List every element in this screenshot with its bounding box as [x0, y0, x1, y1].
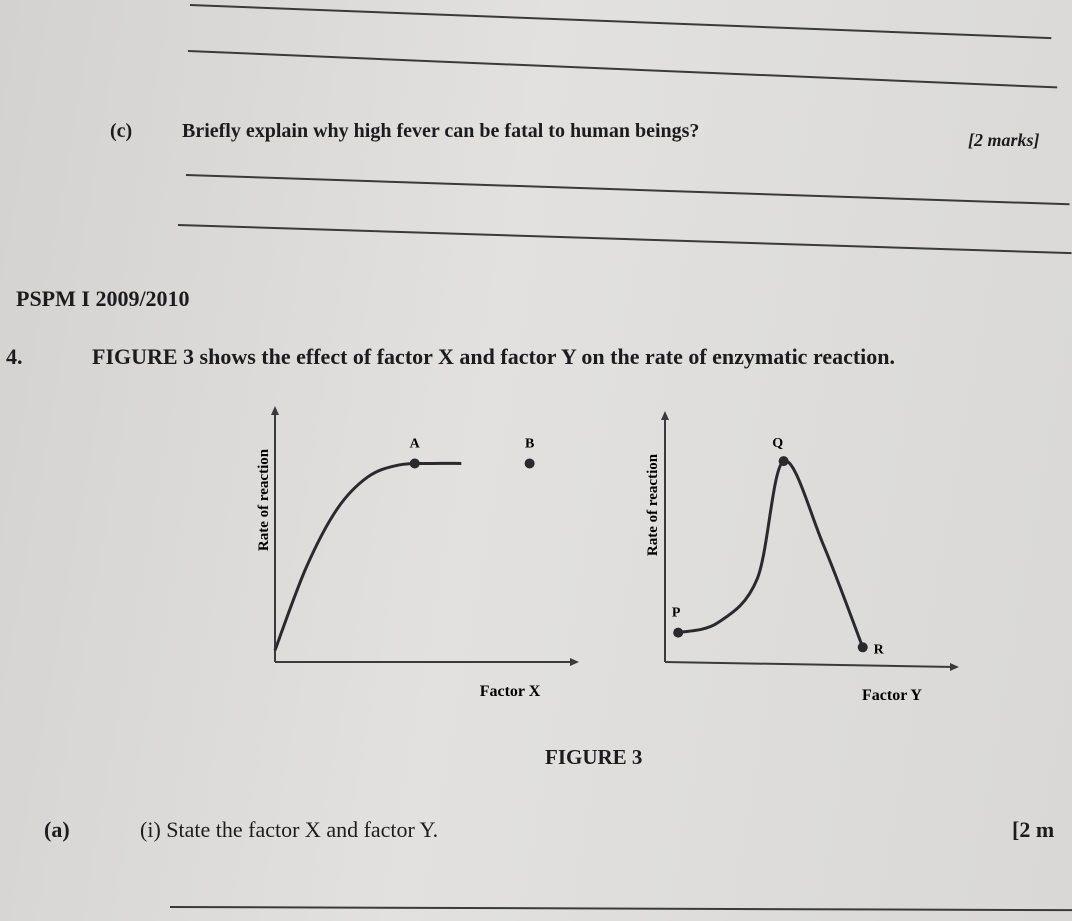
x-axis: [665, 662, 955, 667]
answer-line: [178, 224, 1072, 254]
point-r-marker: [858, 642, 868, 652]
point-p-marker: [673, 628, 683, 638]
question-4-number: 4.: [6, 344, 23, 369]
x-axis-label: Factor Y: [862, 687, 922, 704]
chart-factor-y: [630, 405, 970, 715]
question-a-subpart: (i) State the factor X and factor Y.: [140, 817, 439, 842]
point-q-label: Q: [772, 436, 784, 452]
point-a-label: A: [409, 436, 420, 452]
question-c-marks: [2 marks]: [968, 130, 1040, 150]
answer-line: [190, 4, 1051, 39]
series-line: [275, 463, 461, 650]
point-b-marker: [525, 458, 535, 468]
point-q-marker: [779, 456, 789, 466]
question-4-text: FIGURE 3 shows the effect of factor X and factor Y on the rate of enzymatic reaction.: [92, 344, 896, 369]
answer-line: [170, 906, 1072, 911]
point-r-label: R: [873, 642, 884, 658]
series-line: [678, 461, 863, 648]
y-axis-label: Rate of reaction: [256, 448, 272, 552]
x-axis-label: Factor X: [479, 683, 541, 700]
y-axis-arrow-icon: [661, 411, 669, 420]
answer-line: [186, 174, 1070, 205]
section-header: PSPM I 2009/2010: [16, 286, 190, 311]
question-a-marks: [2 m: [1012, 817, 1055, 842]
point-p-label: P: [671, 605, 681, 621]
x-axis-arrow-icon: [950, 663, 959, 671]
point-a-marker: [410, 458, 420, 468]
chart-factor-x: [240, 400, 590, 710]
figure-caption: FIGURE 3: [545, 745, 643, 769]
y-axis-arrow-icon: [271, 406, 279, 415]
point-b-label: B: [524, 436, 535, 452]
question-c-number: (c): [110, 120, 133, 142]
question-c-text: Briefly explain why high fever can be fatal to human beings?: [182, 120, 700, 142]
question-a-number: (a): [44, 817, 70, 842]
answer-line: [188, 50, 1057, 88]
x-axis-arrow-icon: [570, 658, 579, 666]
y-axis-label: Rate of reaction: [645, 453, 661, 557]
